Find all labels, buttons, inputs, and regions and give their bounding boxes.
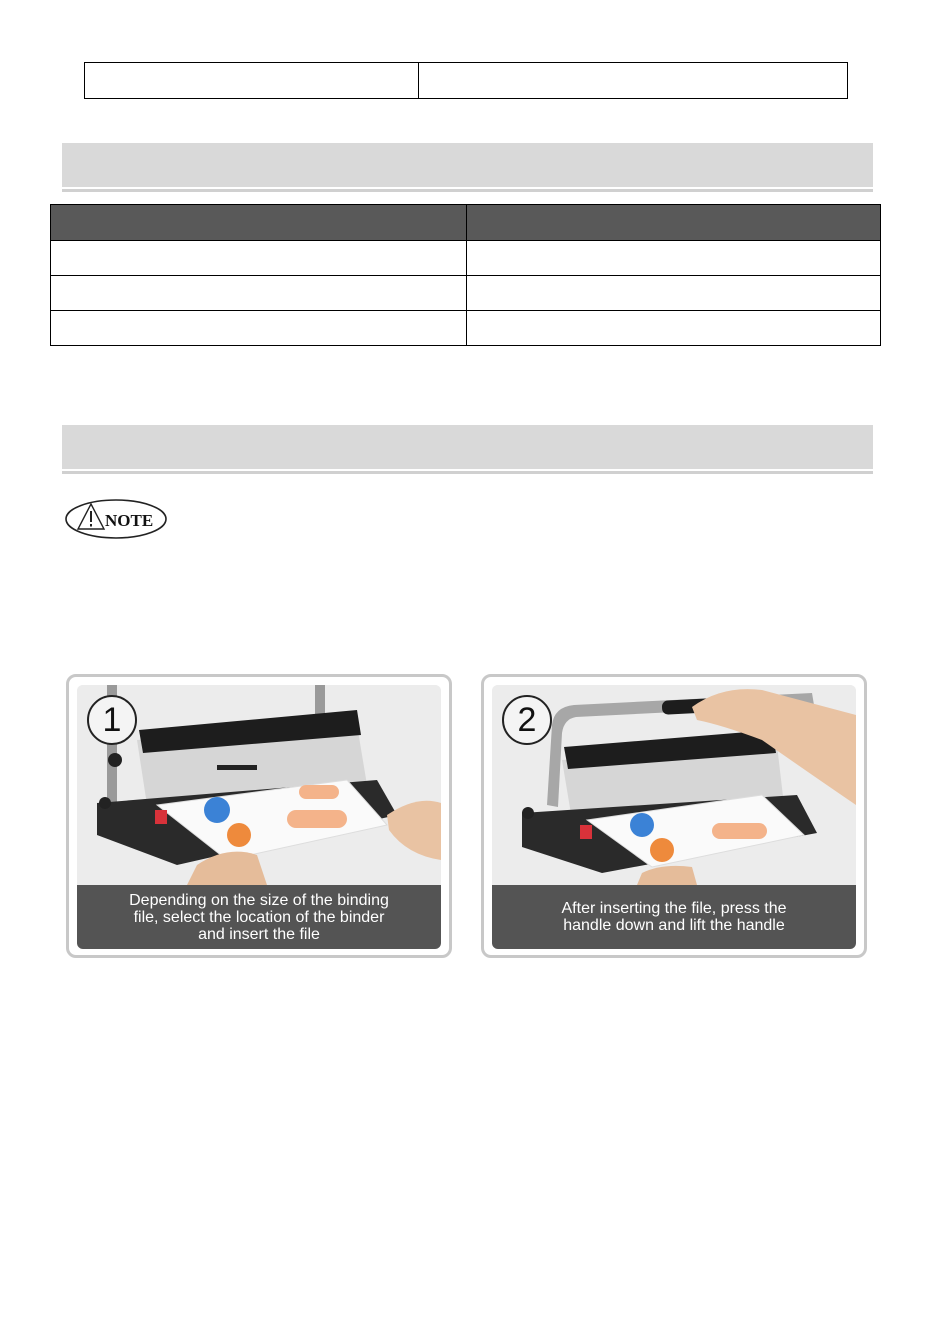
step-caption: Depending on the size of the binding file, select the location of the binder and insert the file [129, 891, 389, 943]
section-divider [62, 189, 873, 192]
step-panel-2 [481, 674, 867, 958]
step-caption: After inserting the file, press the handle down and lift the handle [561, 900, 787, 934]
table-cell [51, 311, 467, 346]
section-divider [62, 471, 873, 474]
spec-table [50, 204, 881, 346]
table-cell [51, 241, 467, 276]
note-badge [64, 498, 168, 540]
caption-band [77, 885, 441, 949]
top-table-cell [85, 63, 419, 98]
table-header-row [51, 205, 881, 241]
table-header-cell [51, 205, 467, 241]
table-row [51, 276, 881, 311]
section-header-bar [62, 143, 873, 187]
table-row [51, 311, 881, 346]
top-table-cell [419, 63, 847, 98]
section-header-bar [62, 425, 873, 469]
table-row [51, 241, 881, 276]
step-panel-1 [66, 674, 452, 958]
note-label: NOTE [105, 511, 154, 530]
table-cell [467, 276, 881, 311]
table-cell [51, 276, 467, 311]
top-table [84, 62, 848, 99]
table-cell [467, 311, 881, 346]
step-number-badge: 1 [87, 695, 137, 745]
caption-band [492, 885, 856, 949]
table-cell [467, 241, 881, 276]
table-header-cell [467, 205, 881, 241]
step-number-badge: 2 [502, 695, 552, 745]
